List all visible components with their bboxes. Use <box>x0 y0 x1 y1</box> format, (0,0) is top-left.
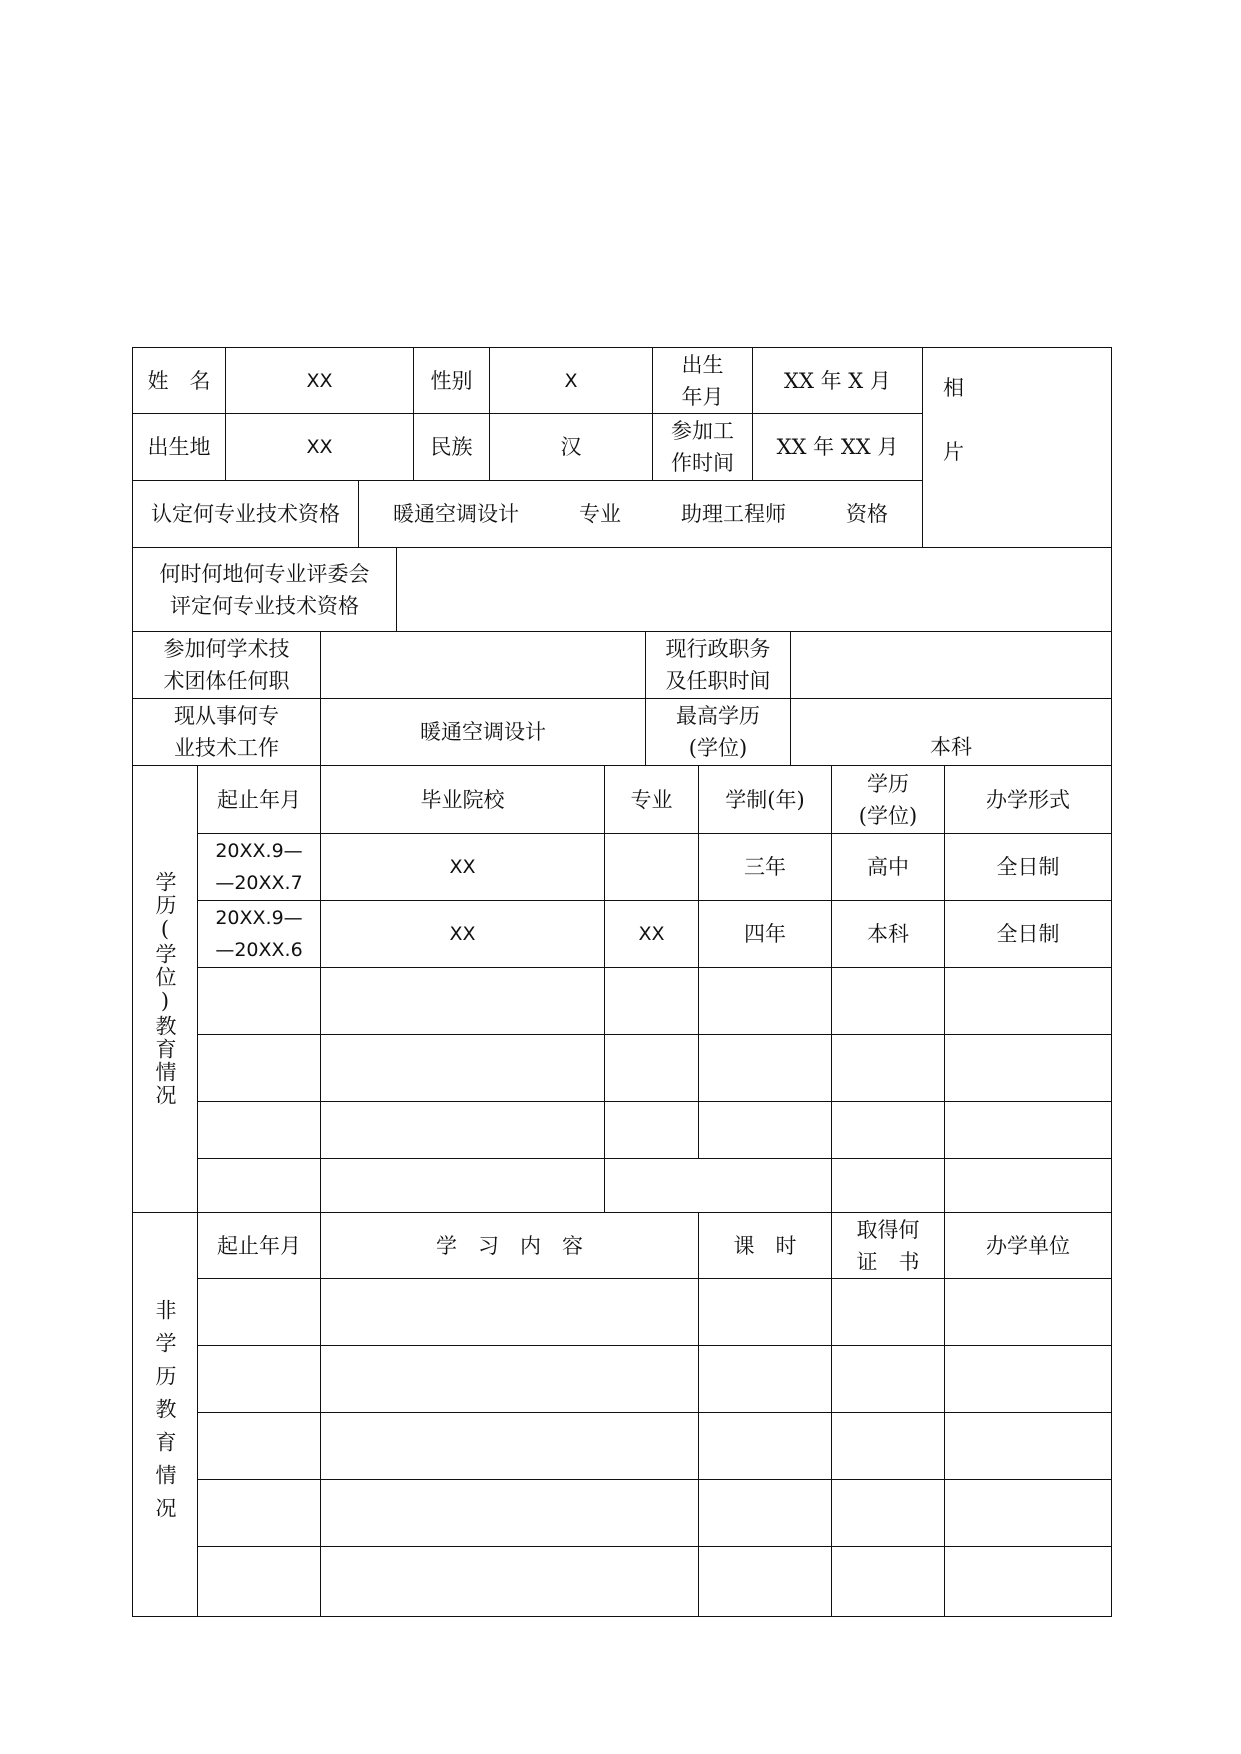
edu-row-2-major-text: XX <box>638 923 665 945</box>
edu-row-2-school <box>320 900 605 968</box>
edu-row-3-major[interactable] <box>604 967 699 1035</box>
edu-row-4-school[interactable] <box>320 1034 605 1102</box>
birth-label <box>652 347 753 414</box>
edu-row-6-degree[interactable] <box>831 1158 945 1213</box>
education-section-label-text: 学历(学位)教育情况 <box>153 871 177 1107</box>
birthplace-label-text: 出生地 <box>147 435 211 459</box>
name-value <box>225 347 414 414</box>
education-section-label <box>132 765 198 1213</box>
nd-row-1-hours[interactable] <box>698 1278 832 1346</box>
edu-header-school <box>320 765 605 834</box>
nd-header-hours-text: 课 时 <box>733 1233 797 1258</box>
edu-row-1-period-line-1: 20XX.9— <box>215 840 303 862</box>
highest-degree-label-line-2: (学位) <box>688 736 748 760</box>
workstart-value <box>752 413 923 481</box>
birth-value <box>752 347 923 414</box>
edu-row-4-period[interactable] <box>197 1034 321 1102</box>
birthplace-value-text: XX <box>306 436 333 458</box>
edu-row-1-mode <box>944 833 1112 901</box>
edu-row-2-degree-text: 本科 <box>867 922 909 946</box>
edu-row-1-school-text: XX <box>449 856 476 878</box>
edu-row-2-duration <box>698 900 832 968</box>
edu-row-1-period-line-2: —20XX.7 <box>215 872 303 894</box>
workstart-value-text: XX 年 XX 月 <box>776 435 899 459</box>
ethnicity-value-text: 汉 <box>560 435 582 459</box>
edu-row-2-mode <box>944 900 1112 968</box>
qualification-field: 暖通空调设计 <box>393 502 519 526</box>
edu-header-period-text: 起止年月 <box>217 787 301 812</box>
nd-header-cert <box>831 1212 945 1279</box>
nd-row-5-unit[interactable] <box>944 1546 1112 1617</box>
edu-row-5-major[interactable] <box>604 1101 699 1159</box>
birthplace-value <box>225 413 414 481</box>
edu-row-3-mode[interactable] <box>944 967 1112 1035</box>
gender-label <box>413 347 490 414</box>
current-work-label-line-2: 业技术工作 <box>174 736 279 760</box>
edu-row-2-duration-text: 四年 <box>744 922 786 946</box>
edu-row-3-period[interactable] <box>197 967 321 1035</box>
edu-row-1-degree-text: 高中 <box>867 855 909 879</box>
edu-header-degree-line-1: 学历 <box>866 771 909 796</box>
workstart-label-line-1: 参加工 <box>671 419 734 443</box>
nd-header-cert-line-2: 证 书 <box>856 1249 920 1274</box>
nd-row-1-content[interactable] <box>320 1278 699 1346</box>
non-degree-section-label <box>132 1212 198 1617</box>
current-work-label-line-1: 现从事何专 <box>174 704 279 728</box>
edu-header-school-text: 毕业院校 <box>420 787 505 812</box>
edu-row-5-school[interactable] <box>320 1101 605 1159</box>
edu-row-2-period-line-1: 20XX.9— <box>215 907 303 929</box>
name-label <box>132 347 226 414</box>
edu-row-4-duration[interactable] <box>698 1034 832 1102</box>
nd-header-period-text: 起止年月 <box>217 1233 301 1258</box>
academic-group-label <box>132 631 321 699</box>
nd-row-3-unit[interactable] <box>944 1412 1112 1480</box>
admin-post-value[interactable] <box>790 631 1112 699</box>
edu-row-1-period <box>197 833 321 901</box>
photo-label-2: 片 <box>943 440 964 464</box>
qualification-value <box>358 480 923 548</box>
photo-label-1: 相 <box>943 376 964 400</box>
nd-row-3-period[interactable] <box>197 1412 321 1480</box>
nd-row-1-period[interactable] <box>197 1278 321 1346</box>
academic-group-value[interactable] <box>320 631 646 699</box>
evaluation-label <box>132 547 397 632</box>
edu-header-mode-text: 办学形式 <box>986 787 1070 812</box>
edu-header-duration <box>698 765 832 834</box>
academic-group-label-line-1: 参加何学术技 <box>163 637 290 661</box>
gender-value-text: X <box>564 369 578 392</box>
nd-header-period <box>197 1212 321 1279</box>
edu-row-3-school[interactable] <box>320 967 605 1035</box>
birth-label-line-1: 出生 <box>681 352 724 377</box>
highest-degree-value <box>790 698 1112 766</box>
nd-row-3-cert[interactable] <box>831 1412 945 1480</box>
admin-post-label-line-2: 及任职时间 <box>665 669 771 693</box>
edu-row-1-duration-text: 三年 <box>744 855 786 879</box>
edu-row-1-degree <box>831 833 945 901</box>
edu-row-5-duration[interactable] <box>698 1101 832 1159</box>
current-work-label <box>132 698 321 766</box>
qualification-label <box>132 480 359 548</box>
highest-degree-value-text: 本科 <box>930 735 972 759</box>
nd-row-4-content[interactable] <box>320 1479 699 1547</box>
evaluation-value[interactable] <box>396 547 1112 632</box>
nd-row-2-content[interactable] <box>320 1345 699 1413</box>
academic-group-label-line-2: 术团体任何职 <box>163 669 290 693</box>
nd-row-5-content[interactable] <box>320 1546 699 1617</box>
edu-header-period <box>197 765 321 834</box>
nd-row-4-hours[interactable] <box>698 1479 832 1547</box>
current-work-value-text: 暖通空调设计 <box>420 720 546 744</box>
birthplace-label <box>132 413 226 481</box>
qualification-title: 助理工程师 <box>681 502 786 526</box>
birth-value-text: XX 年 X 月 <box>784 368 891 393</box>
edu-row-1-school <box>320 833 605 901</box>
nd-header-unit <box>944 1212 1112 1279</box>
evaluation-label-line-1: 何时何地何专业评委会 <box>159 561 370 586</box>
edu-row-4-degree[interactable] <box>831 1034 945 1102</box>
edu-row-5-mode[interactable] <box>944 1101 1112 1159</box>
edu-row-6-duration[interactable] <box>698 1158 832 1213</box>
nd-row-4-period[interactable] <box>197 1479 321 1547</box>
nd-header-content-text: 学 习 内 容 <box>436 1233 583 1258</box>
edu-row-2-period-line-2: —20XX.6 <box>215 939 303 961</box>
edu-row-1-duration <box>698 833 832 901</box>
nd-row-5-cert[interactable] <box>831 1546 945 1617</box>
nd-header-content <box>320 1212 699 1279</box>
edu-header-degree <box>831 765 945 834</box>
edu-row-2-school-text: XX <box>449 923 476 945</box>
edu-row-4-mode[interactable] <box>944 1034 1112 1102</box>
edu-header-major-text: 专业 <box>630 787 673 812</box>
workstart-label-line-2: 作时间 <box>671 451 734 475</box>
admin-post-label <box>645 631 791 699</box>
nd-row-4-unit[interactable] <box>944 1479 1112 1547</box>
edu-row-2-degree <box>831 900 945 968</box>
nd-header-cert-line-1: 取得何 <box>856 1217 920 1242</box>
nd-header-hours <box>698 1212 832 1279</box>
photo-box <box>922 347 1112 548</box>
nd-row-2-unit[interactable] <box>944 1345 1112 1413</box>
nd-row-2-period[interactable] <box>197 1345 321 1413</box>
name-value-text: XX <box>306 369 333 392</box>
current-work-value <box>320 698 646 766</box>
qualification-label-text: 认定何专业技术资格 <box>151 502 340 526</box>
nd-row-2-cert[interactable] <box>831 1345 945 1413</box>
qualification-major-word: 专业 <box>579 502 621 526</box>
evaluation-label-line-2: 评定何专业技术资格 <box>170 593 359 618</box>
edu-header-degree-line-2: (学位) <box>858 803 918 828</box>
edu-row-6-period[interactable] <box>197 1158 321 1213</box>
nd-row-1-cert[interactable] <box>831 1278 945 1346</box>
nd-row-5-hours[interactable] <box>698 1546 832 1617</box>
edu-header-major <box>604 765 699 834</box>
edu-row-2-major <box>604 900 699 968</box>
nd-row-4-cert[interactable] <box>831 1479 945 1547</box>
ethnicity-label-text: 民族 <box>430 435 473 459</box>
edu-row-5-period[interactable] <box>197 1101 321 1159</box>
ethnicity-value <box>489 413 653 481</box>
nd-row-3-content[interactable] <box>320 1412 699 1480</box>
admin-post-label-line-1: 现行政职务 <box>665 637 771 661</box>
edu-row-3-degree[interactable] <box>831 967 945 1035</box>
nd-row-1-unit[interactable] <box>944 1278 1112 1346</box>
workstart-label <box>652 413 753 481</box>
birth-label-line-2: 年月 <box>681 384 724 409</box>
edu-row-4-major[interactable] <box>604 1034 699 1102</box>
nd-header-unit-text: 办学单位 <box>986 1233 1070 1258</box>
edu-row-5-degree[interactable] <box>831 1101 945 1159</box>
nd-row-2-hours[interactable] <box>698 1345 832 1413</box>
highest-degree-label-line-1: 最高学历 <box>676 704 760 728</box>
edu-row-3-duration[interactable] <box>698 967 832 1035</box>
edu-header-mode <box>944 765 1112 834</box>
gender-value <box>489 347 653 414</box>
name-label-text: 姓 名 <box>147 368 211 393</box>
edu-row-6-school[interactable] <box>320 1158 605 1213</box>
edu-row-6-mode[interactable] <box>944 1158 1112 1213</box>
edu-row-2-period <box>197 900 321 968</box>
gender-label-text: 性别 <box>430 368 473 393</box>
edu-row-1-mode-text: 全日制 <box>996 855 1060 879</box>
non-degree-section-label-text: 非学历教育情况 <box>153 1299 177 1530</box>
nd-row-5-period[interactable] <box>197 1546 321 1617</box>
edu-row-6-major[interactable] <box>604 1158 699 1213</box>
edu-header-duration-text: 学制(年) <box>725 787 805 812</box>
nd-row-3-hours[interactable] <box>698 1412 832 1480</box>
edu-row-1-major <box>604 833 699 901</box>
edu-row-2-mode-text: 全日制 <box>996 922 1060 946</box>
qualification-qual-word: 资格 <box>846 502 888 526</box>
ethnicity-label <box>413 413 490 481</box>
highest-degree-label <box>645 698 791 766</box>
